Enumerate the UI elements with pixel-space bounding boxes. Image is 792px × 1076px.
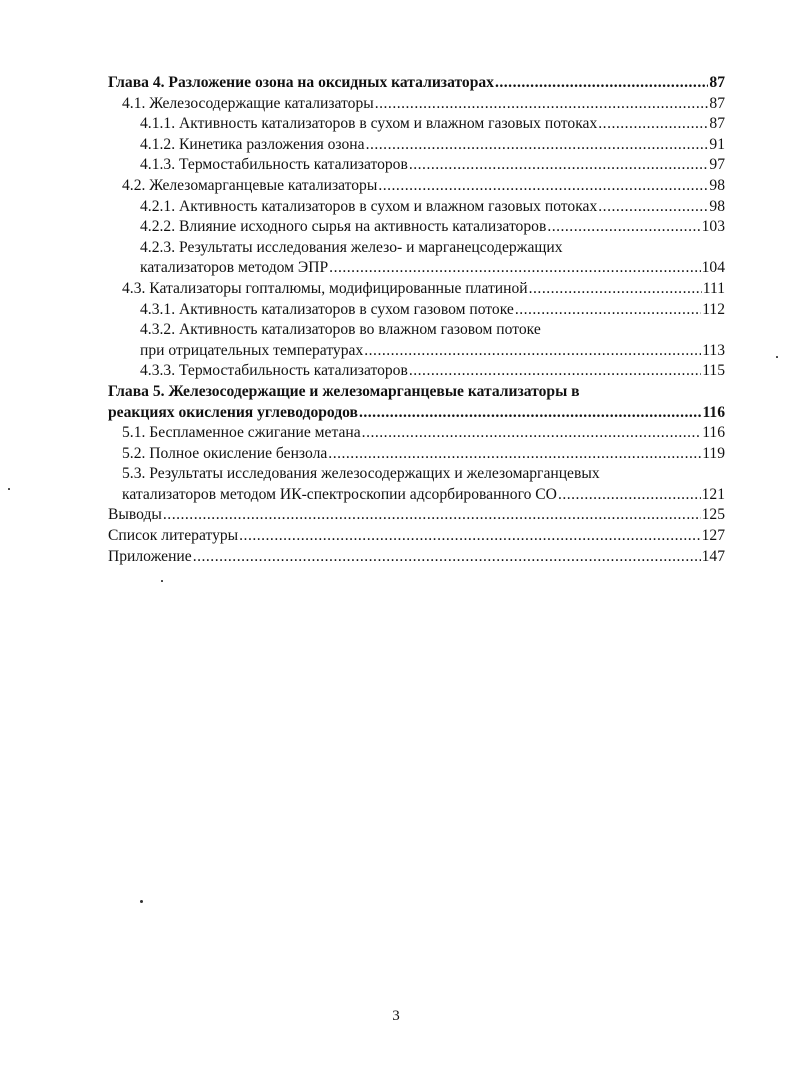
dot-leader: [409, 361, 701, 382]
dot-leader: [515, 300, 701, 321]
dot-leader: [375, 94, 709, 115]
dot-leader: [359, 403, 701, 424]
toc-entry-4-2-1[interactable]: [108, 197, 725, 218]
toc-entry-chapter-4[interactable]: [108, 73, 725, 94]
dot-leader: [547, 217, 700, 238]
toc-entry-page: 91: [709, 135, 725, 153]
toc-entry-page: 87: [709, 115, 725, 133]
toc-entry-page: 104: [701, 259, 725, 277]
toc-entry-4-3-3[interactable]: [108, 361, 725, 382]
page-number: 3: [392, 1008, 400, 1024]
toc-entry-title: 4.1.3. Термостабильность катализаторов: [140, 156, 408, 174]
toc-entry-page: 119: [702, 444, 725, 462]
toc-entry-4-1-3[interactable]: [108, 155, 725, 176]
dot-leader: [364, 341, 701, 362]
toc-entry-page: 98: [709, 197, 725, 215]
dot-leader: [193, 547, 701, 568]
dot-leader: [598, 197, 708, 218]
toc-entry-page: 112: [702, 300, 725, 318]
toc-entry-4-3-2[interactable]: [108, 341, 725, 362]
dot-leader: [529, 279, 702, 300]
toc-entry-4-2-3-first-line[interactable]: 4.2.3. Результаты исследования железо- и марганецсодержащих: [140, 238, 563, 256]
toc-entry-conclusions[interactable]: [108, 505, 725, 526]
toc-entry-title: 4.1.2. Кинетика разложения озона: [140, 135, 365, 153]
dot-leader: [409, 155, 709, 176]
toc-entry-title: катализаторов методом ЭПР: [140, 259, 329, 277]
dot-leader: [329, 258, 700, 279]
toc-entry-references[interactable]: [108, 526, 725, 547]
toc-entry-title: 4.1.1. Активность катализаторов в сухом и влажном газовых потоках: [140, 115, 598, 133]
toc-entry-4-2[interactable]: [108, 176, 725, 197]
dot-leader: [495, 73, 708, 94]
toc-entry-page: 87: [709, 94, 725, 112]
toc-entry-title: 4.3. Катализаторы гопталюмы, модифицированные платиной: [122, 279, 528, 297]
toc-entry-chapter-5[interactable]: [108, 403, 725, 424]
toc-entry-title: при отрицательных температурах: [140, 341, 364, 359]
dot-leader: [598, 114, 708, 135]
toc-entry-page: 125: [701, 506, 725, 524]
toc-entry-4-2-2[interactable]: [108, 217, 725, 238]
toc-entry-page: 116: [702, 424, 725, 442]
toc-entry-title: 4.2.1. Активность катализаторов в сухом и влажном газовых потоках: [140, 197, 598, 215]
toc-entry-title: Список литературы: [108, 527, 239, 545]
toc-entry-page: 98: [709, 176, 725, 194]
toc-entry-title: 4.3.1. Активность катализаторов в сухом газовом потоке: [140, 300, 514, 318]
toc-entry-page: 127: [701, 527, 725, 545]
scan-speck: [140, 900, 143, 903]
toc-entry-page: 115: [702, 362, 725, 380]
toc-entry-title: 5.1. Беспламенное сжигание метана: [122, 424, 361, 442]
toc-entry-page: 87: [709, 74, 725, 91]
scan-speck: [8, 488, 10, 490]
toc-entry-title: Приложение: [108, 547, 192, 565]
toc-entry-page: 121: [701, 485, 725, 503]
toc-entry-page: 103: [701, 218, 725, 236]
dot-leader: [366, 135, 709, 156]
scan-speck: [161, 580, 163, 582]
toc-entry-4-3-2-first-line[interactable]: 4.3.2. Активность катализаторов во влажном газовом потоке: [140, 321, 541, 339]
toc-entry-title: 4.1. Железосодержащие катализаторы: [122, 94, 374, 112]
toc-entry-5-3-first-line[interactable]: 5.3. Результаты исследования железосодержащих и железомарганцевых: [122, 465, 600, 483]
dot-leader: [163, 505, 701, 526]
toc-entry-title: 4.2. Железомарганцевые катализаторы: [122, 176, 378, 194]
scan-speck: [776, 356, 778, 358]
toc-entry-title: реакциях окисления углеводородов: [108, 403, 358, 421]
toc-entry-4-2-3[interactable]: [108, 258, 725, 279]
toc-entry-page: 97: [709, 156, 725, 174]
toc-entry-5-1[interactable]: [108, 423, 725, 444]
toc-entry-4-3[interactable]: [108, 279, 725, 300]
toc-entry-5-2[interactable]: [108, 444, 725, 465]
toc-entry-4-1[interactable]: [108, 94, 725, 115]
toc-entry-page: 147: [701, 547, 725, 565]
toc-entry-title: Глава 4. Разложение озона на оксидных катализаторах: [108, 74, 494, 91]
toc-entry-title: катализаторов методом ИК-спектроскопии адсорбированного СО: [122, 485, 557, 503]
toc-entry-title: 4.2.2. Влияние исходного сырья на активность катализаторов: [140, 218, 547, 236]
dot-leader: [378, 176, 708, 197]
dot-leader: [239, 526, 700, 547]
toc-entry-chapter-5-first-line[interactable]: Глава 5. Железосодержащие и железомарганцевые катализаторы в: [108, 382, 580, 400]
dot-leader: [558, 485, 701, 506]
toc-entry-5-3[interactable]: [108, 485, 725, 506]
toc-entry-title: 4.3.3. Термостабильность катализаторов: [140, 362, 408, 380]
toc-entry-page: 116: [702, 403, 725, 421]
toc-entry-appendix[interactable]: [108, 547, 725, 568]
toc-entry-4-3-1[interactable]: [108, 300, 725, 321]
dot-leader: [328, 444, 701, 465]
toc-entry-title: 5.2. Полное окисление бензола: [122, 444, 328, 462]
toc-entry-title: Выводы: [108, 506, 162, 524]
toc-entry-page: 113: [702, 341, 725, 359]
toc-entry-4-1-1[interactable]: [108, 114, 725, 135]
toc-entry-4-1-2[interactable]: [108, 135, 725, 156]
toc-entry-page: 111: [702, 279, 725, 297]
dot-leader: [362, 423, 702, 444]
table-of-contents: [108, 73, 725, 567]
